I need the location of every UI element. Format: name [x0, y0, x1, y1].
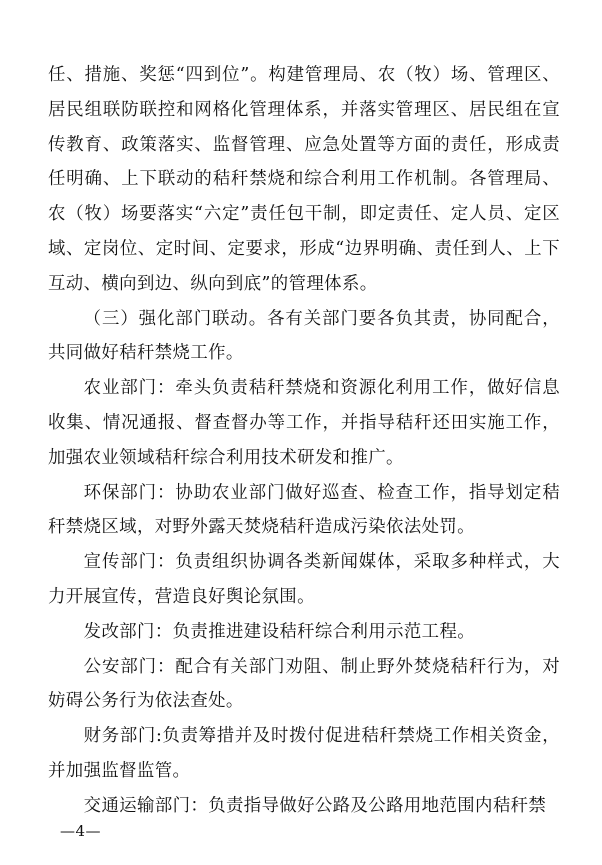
paragraph-transport: 交通运输部门：负责指导做好公路及公路用地范围内秸秆禁	[83, 795, 547, 816]
document-body	[48, 58, 560, 824]
paragraph-public-security: 公安部门：配合有关部门劝阻、制止野外焚烧秸秆行为，对妨碍公务行为依法查处。	[48, 656, 560, 712]
paragraph-finance: 财务部门:负责筹措并及时拨付促进秸秆禁烧工作相关资金，并加强监督监管。	[48, 726, 560, 781]
paragraph-environment: 环保部门：协助农业部门做好巡查、检查工作，指导划定秸秆禁烧区域，对野外露天焚烧秸秆造成污染依法处罚。	[48, 482, 560, 538]
paragraph-development: 发改部门：负责推进建设秸秆综合利用示范工程。	[83, 621, 476, 642]
paragraph-continued: 任、措施、奖惩“四到位”。构建管理局、农（牧）场、管理区、居民组联防联控和网格化管理体系，并落实管理区、居民组在宣传教育、政策落实、监督管理、应急处置等方面的责任，形成责任明确、上下联动的秸秆禁烧和综合利用工作机制。各管理局、农（牧）场要落实“六定”责任包干制，即定责任、定人员、定区域、定岗位、定时间、定要求，形成“边界明确、责任到人、上下互动、横向到边、纵向到底”的管理体系。	[48, 65, 560, 294]
page-number: —4—	[60, 822, 102, 840]
paragraph-agriculture: 农业部门：牵头负责秸秆禁烧和资源化利用工作，做好信息收集、情况通报、督查督办等工作，并指导秸秆还田实施工作，加强农业领域秸秆综合利用技术研发和推广。	[48, 378, 560, 468]
paragraph-section-three: （三）强化部门联动。各有关部门要各负其责，协同配合，共同做好秸秆禁烧工作。	[48, 308, 560, 364]
paragraph-publicity: 宣传部门：负责组织协调各类新闻媒体，采取多种样式，大力开展宣传，营造良好舆论氛围。	[48, 552, 560, 607]
